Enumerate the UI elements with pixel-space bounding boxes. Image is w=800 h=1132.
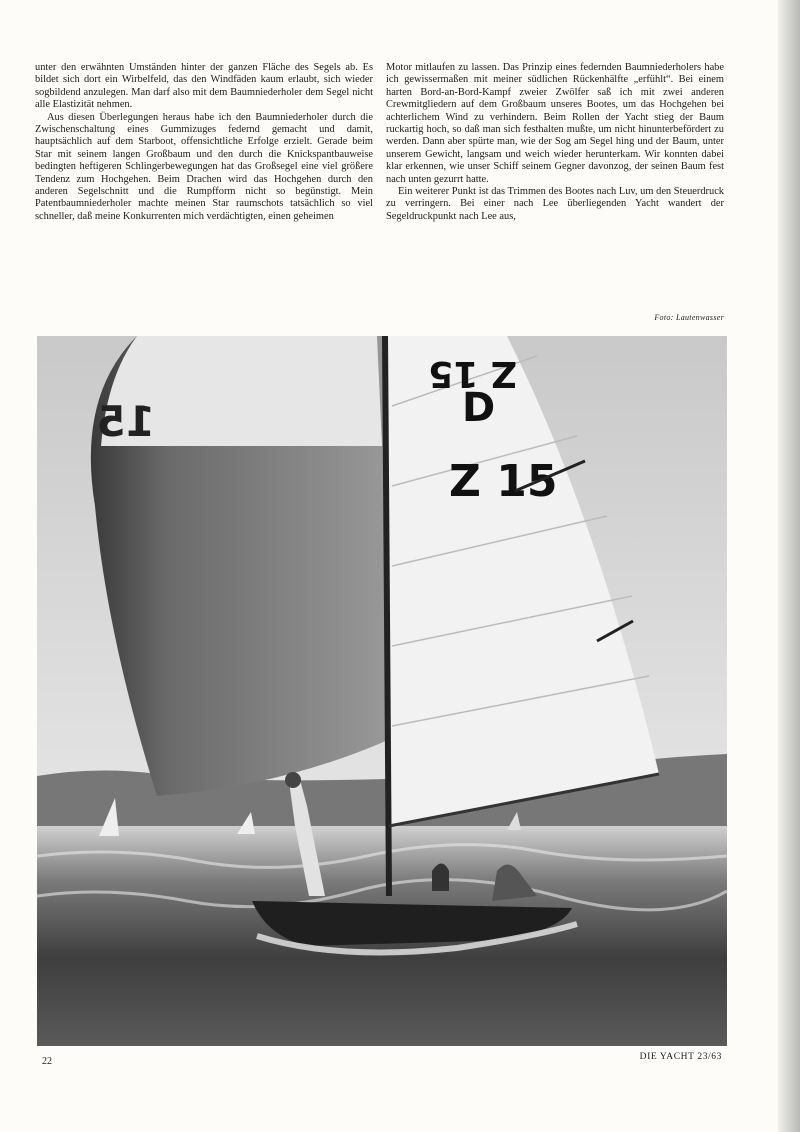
article-column-left — [35, 62, 373, 223]
spinnaker-number: 15 — [96, 397, 155, 446]
paragraph: Ein weiterer Punkt ist das Trimmen des Bootes nach Luv, um den Steuerdruck zu verringern. Bei einer nach Lee überliegenden Yacht wandert der Segeldruckpunkt nach Lee aus, — [386, 186, 724, 222]
mainsail-number: Z 15 — [449, 456, 558, 507]
running-head: DIE YACHT 23/63 — [639, 1052, 722, 1062]
crew-member-head — [285, 772, 301, 788]
page-number: 22 — [42, 1056, 52, 1067]
article-column-right — [386, 62, 724, 223]
mast — [385, 336, 389, 896]
page-edge-shadow — [778, 0, 800, 1132]
paragraph: Aus diesen Überlegungen heraus habe ich den Baumniederholer durch die Zwischenschaltung eines Gummizuges federnd gemacht und damit, hauptsächlich auf dem Starboot, offensichtliche Erfolge erzielt. Gerade beim Star mit seinem langen Großbaum und den durch die Knickspantbauweise bedingten heftigeren Schlingerbewegungen hat das Großsegel eine viel größere Tendenz zum Hochgehen. Beim Drachen wird das Hochgehen durch den anderen Segelschnitt und die Rumpfform nicht so begünstigt. Mein Patentbaumniederholer machte meinen Star raumschots tatsächlich so viel schneller, daß meine Konkurrenten mich verdächtigten, einen geheimen — [35, 111, 373, 222]
photo-credit: Foto: Lautenwasser — [654, 313, 724, 322]
crew-member — [432, 864, 449, 892]
sailing-photo — [37, 336, 727, 1046]
paragraph: unter den erwähnten Umständen hinter der ganzen Fläche des Segels ab. Es bildet sich dort ein Wirbelfeld, das den Windfäden kaum erlaubt, sich wieder sogbildend anzulegen. Man darf also mit dem Baumniederholer dem Segel nicht alle Elastizität nehmen. — [35, 62, 373, 111]
mainsail-class-letter: D — [462, 385, 496, 431]
mainsail-top-number: Z 15 — [428, 353, 517, 394]
paragraph: Motor mitlaufen zu lassen. Das Prinzip eines federnden Baumniederholers habe ich gewissermaßen mit meiner südlichen Rückenhälfte „erfühlt“. Bei einem harten Bord-an-Bord-Kampf zweier Zwölfer saß ich mit zwei anderen Crewmitgliedern auf dem Großbaum unseres Bootes, um das Hochgehen bei achterlichem Wind zu verhindern. Beim Rollen der Yacht stieg der Baum ruckartig hoch, so daß man sich festhalten mußte, um nicht hinunterbefördert zu werden. Dann aber spürte man, wie der Sog am Segel hing und der Baum, unter unserem Gewicht, langsam und weich wieder herunterkam. Wir konnten dabei klar erkennen, wie unser Schiff seinem Gegner davonzog, der seinen Baum fest nach unten gezurrt hatte. — [386, 62, 724, 185]
